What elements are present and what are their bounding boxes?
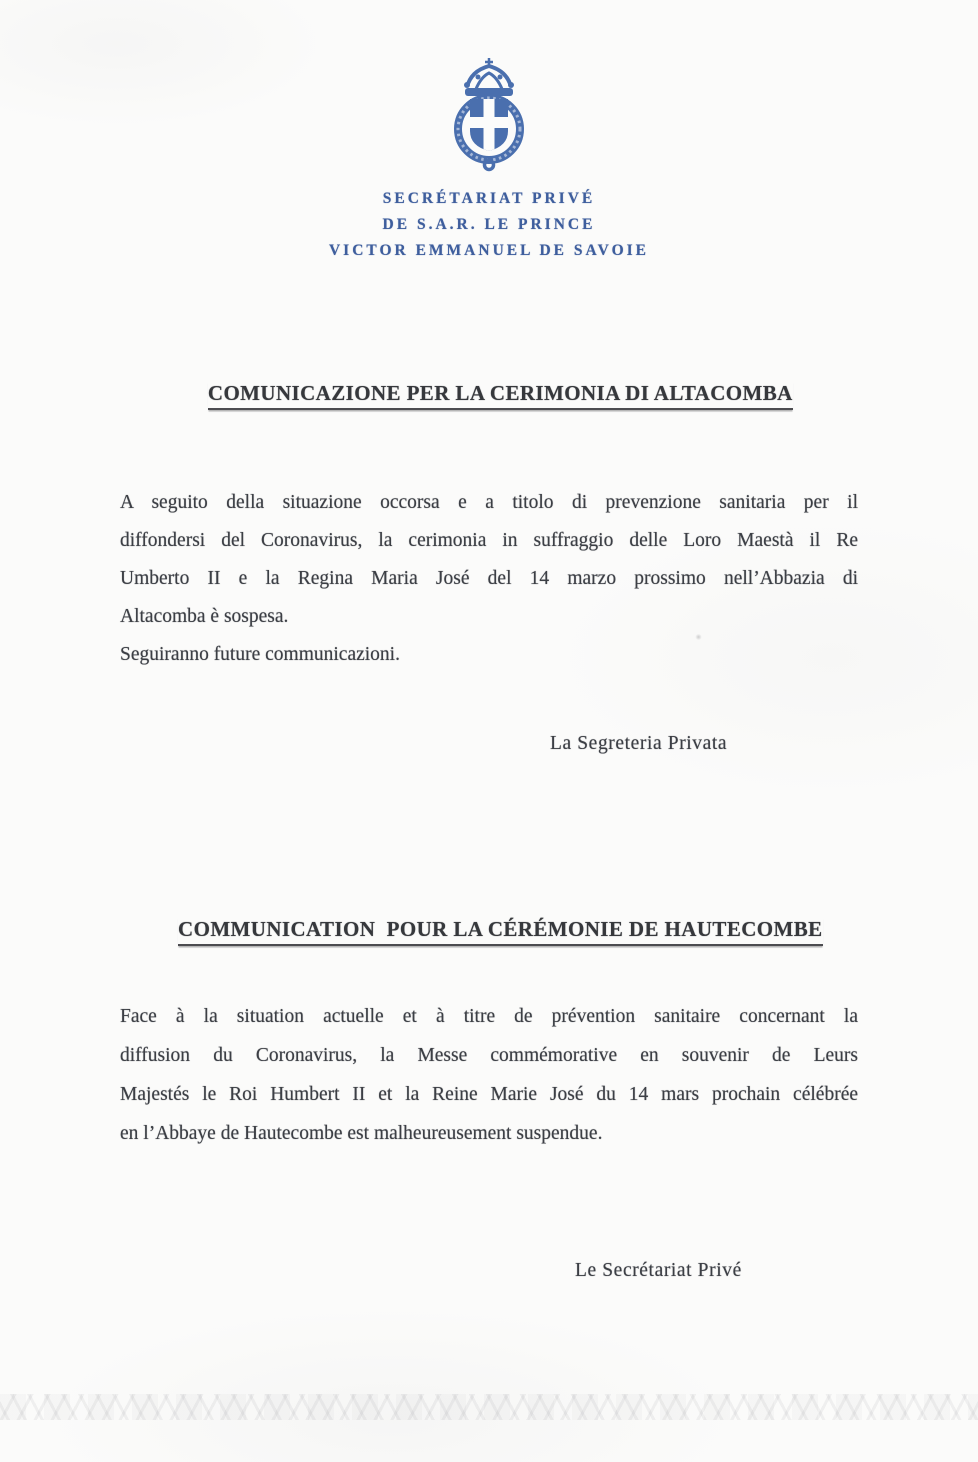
paragraph-line: en l’Abbaye de Hautecombe est malheureusement suspendue. — [120, 1123, 603, 1144]
paragraph-line: diffusion du Coronavirus, la Messe commémorative en souvenir de Leurs — [120, 1045, 858, 1066]
paragraph-line: Umberto II e la Regina Maria José del 14 marzo prossimo nell’Abbazia di — [120, 568, 858, 589]
paragraph-line: Altacomba è sospesa. — [120, 606, 289, 627]
paragraph-line: A seguito della situazione occorsa e a titolo di prevenzione sanitaria per il — [120, 492, 858, 513]
italian-signature: La Segreteria Privata — [550, 733, 728, 754]
letterhead-line-3: VICTOR EMMANUEL DE SAVOIE — [328, 242, 649, 259]
paragraph-line: Majestés le Roi Humbert II et la Reine Marie José du 14 mars prochain célébrée — [120, 1084, 858, 1105]
letterhead-line-1: SECRÉTARIAT PRIVÉ — [382, 190, 596, 207]
italian-section-title: COMUNICAZIONE PER LA CERIMONIA DI ALTACOMBA — [0, 356, 978, 431]
italian-paragraph — [120, 484, 858, 674]
paragraph-line: diffondersi del Coronavirus, la cerimonia in suffraggio delle Loro Maestà il Re — [120, 530, 858, 551]
french-paragraph — [120, 997, 858, 1153]
french-signature: Le Secrétariat Privé — [575, 1260, 742, 1281]
crown-icon — [464, 58, 514, 96]
scan-speck — [695, 634, 702, 640]
letterhead — [0, 186, 978, 264]
paragraph-line: Face à la situation actuelle et à titre de prévention sanitaire concernant la — [120, 1006, 858, 1027]
letterhead-line-2: DE S.A.R. LE PRINCE — [382, 216, 596, 233]
savoy-crest-icon — [429, 57, 549, 175]
scan-artifact-band — [0, 1394, 978, 1420]
savoy-shield-icon — [470, 99, 508, 153]
french-section-title: COMMUNICATION POUR LA CÉRÉMONIE DE HAUTECOMBE — [0, 892, 978, 967]
paragraph-line: Seguiranno future communicazioni. — [120, 644, 400, 665]
